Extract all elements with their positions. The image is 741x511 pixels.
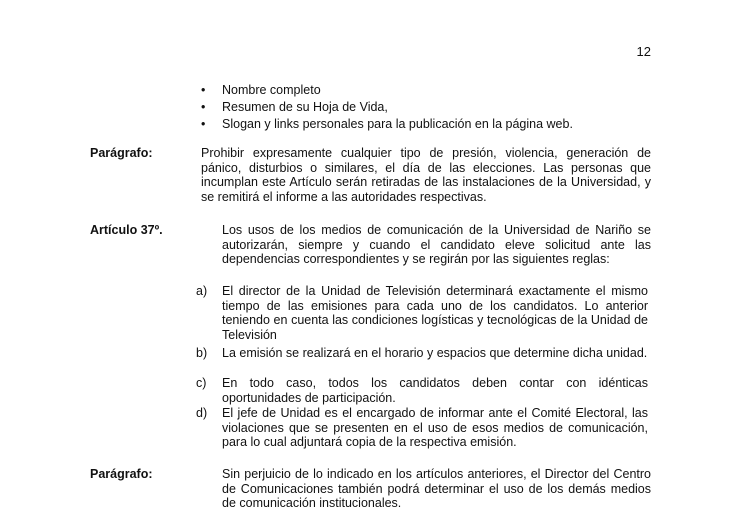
bullet-item <box>200 82 660 99</box>
bullet-list <box>200 82 660 133</box>
bullet-text: Slogan y links personales para la publicación en la página web. <box>222 117 573 131</box>
rule-item-d <box>196 406 651 452</box>
rule-item-a <box>196 284 651 344</box>
paragrafo-text: Prohibir expresamente cualquier tipo de presión, violencia, generación de pánico, disturbios o similares, el día de las elecciones. Las personas que incumplan este Artículo serán retiradas de las instalaciones de la Universidad, y se remitirá el informe a las autoridades respectivas. <box>201 146 651 204</box>
page-number: 12 <box>636 44 651 59</box>
bullet-icon: • <box>201 117 206 131</box>
articulo-label: Artículo 37º. <box>90 223 163 237</box>
rule-marker: c) <box>196 376 207 390</box>
bullet-icon: • <box>201 100 206 114</box>
rule-item-c <box>196 376 651 406</box>
bullet-item <box>200 99 660 116</box>
bullet-item <box>200 116 660 133</box>
rule-marker: d) <box>196 406 208 420</box>
paragrafo-text: Sin perjuicio de lo indicado en los artículos anteriores, el Director del Centro de Comunicaciones también podrá determinar el uso de los demás medios de comunicación institucionales. <box>222 467 651 510</box>
rule-marker: b) <box>196 346 208 360</box>
bullet-text: Nombre completo <box>222 83 321 97</box>
rule-text: El jefe de Unidad es el encargado de informar ante el Comité Electoral, las violaciones que se presenten en el uso de esos medios de comunicación, para lo cual adjuntará copia de la respectiva emisión. <box>222 406 648 449</box>
paragrafo-label: Parágrafo: <box>90 146 153 160</box>
bullet-text: Resumen de su Hoja de Vida, <box>222 100 388 114</box>
rule-item-b <box>196 346 651 376</box>
rule-text: La emisión se realizará en el horario y espacios que determine dicha unidad. <box>222 346 648 360</box>
bullet-icon: • <box>201 83 206 97</box>
rule-text: El director de la Unidad de Televisión determinará exactamente el mismo tiempo de las emisiones para cada uno de los candidatos. Lo anterior teniendo en cuenta las condiciones logísticas y tecnológicas de la Unidad de Televisión <box>222 284 648 342</box>
paragrafo-label: Parágrafo: <box>90 467 153 481</box>
rule-marker: a) <box>196 284 208 298</box>
articulo-intro: Los usos de los medios de comunicación de la Universidad de Nariño se autorizarán, siempre y cuando el candidato eleve solicitud ante las dependencias correspondientes y se regirán por las siguientes reglas: <box>222 223 651 266</box>
rule-text: En todo caso, todos los candidatos deben contar con idénticas oportunidades de participación. <box>222 376 648 405</box>
